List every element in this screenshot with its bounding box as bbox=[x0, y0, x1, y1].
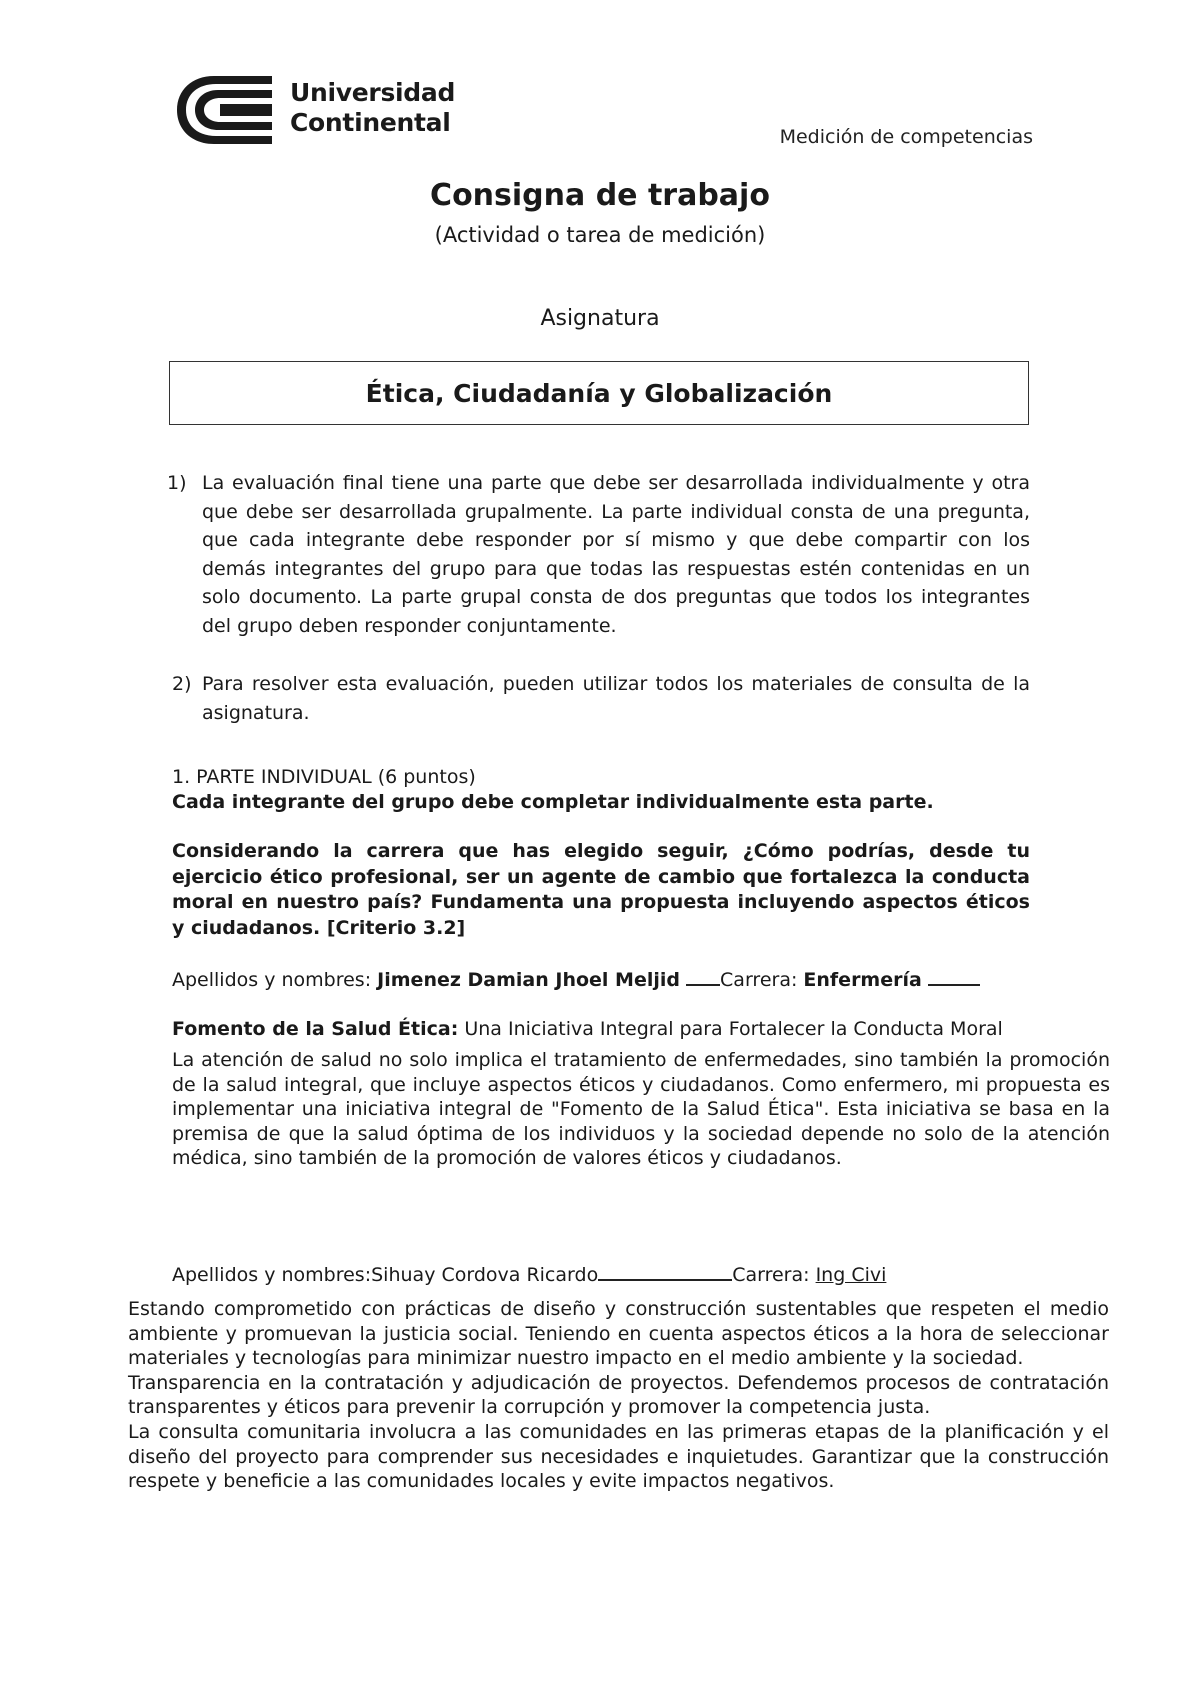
logo-line-2: Continental bbox=[290, 108, 451, 137]
career-value: Enfermería bbox=[803, 969, 922, 991]
logo-line-1: Universidad bbox=[290, 78, 456, 107]
logo-mark-icon bbox=[172, 70, 282, 150]
asignatura-label: Asignatura bbox=[540, 306, 660, 331]
student2-answer bbox=[128, 1297, 1109, 1494]
answer-paragraph: Transparencia en la contratación y adjudicación de proyectos. Defendemos procesos de contratación transparentes y éticos para prevenir la corrupción y promover la competencia justa. bbox=[128, 1371, 1109, 1419]
instruction-item bbox=[172, 670, 1030, 727]
part1-heading: 1. PARTE INDIVIDUAL (6 puntos) bbox=[172, 766, 476, 788]
student2-info-line bbox=[172, 1261, 1030, 1288]
instruction-number: 1) bbox=[167, 472, 187, 494]
header-caption: Medición de competencias bbox=[779, 126, 1033, 148]
instruction-text: La evaluación final tiene una parte que debe ser desarrollada individualmente y otra que debe ser desarrollada grupalmente. La parte individual consta de una pregunta, que cada integrante debe responder por sí mismo y que debe compartir con los demás integrantes del grupo para que todas las respuestas estén contenidas en un solo documento. La parte grupal consta de dos preguntas que todos los integrantes del grupo deben responder conjuntamente. bbox=[202, 472, 1030, 637]
university-logo bbox=[172, 70, 456, 150]
proposal-subtitle: Una Iniciativa Integral para Fortalecer la Conducta Moral bbox=[464, 1018, 1003, 1040]
blank-line bbox=[598, 1261, 732, 1281]
student1-info-line bbox=[172, 966, 1030, 993]
part1-question: Considerando la carrera que has elegido seguir, ¿Cómo podrías, desde tu ejercicio ético profesional, ser un agente de cambio que fortalezca la conducta moral en nuestro país? Fundamenta una propuesta incluyendo aspectos éticos y ciudadanos. [Criterio 3.2] bbox=[172, 840, 1030, 939]
logo-text bbox=[290, 78, 455, 138]
blank-line bbox=[928, 966, 980, 986]
names-label: Apellidos y nombres: bbox=[172, 969, 372, 991]
page-subtitle: (Actividad o tarea de medición) bbox=[434, 223, 766, 247]
part1-subheading: Cada integrante del grupo debe completar individualmente esta parte. bbox=[172, 791, 934, 813]
instruction-number: 2) bbox=[172, 673, 192, 695]
career-label: Carrera: bbox=[732, 1264, 810, 1286]
career-label: Carrera: bbox=[720, 969, 798, 991]
answer-paragraph: La consulta comunitaria involucra a las comunidades en las primeras etapas de la planificación y el diseño del proyecto para comprender sus necesidades e inquietudes. Garantizar que la construcción respete y beneficie a las comunidades locales y evite impactos negativos. bbox=[128, 1420, 1109, 1493]
course-name: Ética, Ciudadanía y Globalización bbox=[365, 378, 833, 408]
page-title: Consigna de trabajo bbox=[430, 178, 770, 213]
blank-line bbox=[686, 966, 720, 986]
student-name: Sihuay Cordova Ricardo bbox=[371, 1264, 599, 1286]
answer-paragraph: Estando comprometido con prácticas de diseño y construcción sustentables que respeten el medio ambiente y promuevan la justicia social. Teniendo en cuenta aspectos éticos a la hora de seleccionar materiales y tecnologías para minimizar nuestro impacto en el medio ambiente y la sociedad. bbox=[128, 1298, 1109, 1370]
student-name: Jimenez Damian Jhoel Meljid bbox=[377, 969, 680, 991]
names-label: Apellidos y nombres: bbox=[172, 1264, 372, 1286]
instruction-item bbox=[167, 469, 1030, 640]
career-value: Ing Civi bbox=[815, 1264, 887, 1286]
course-name-box bbox=[169, 361, 1029, 425]
student1-answer: La atención de salud no solo implica el tratamiento de enfermedades, sino también la promoción de la salud integral, que incluye aspectos éticos y ciudadanos. Como enfermero, mi propuesta es implementar una iniciativa integral de "Fomento de la Salud Ética". Esta iniciativa se basa en la premisa de que la salud óptima de los individuos y la sociedad depende no solo de la atención médica, sino también de la promoción de valores éticos y ciudadanos. bbox=[172, 1049, 1110, 1169]
proposal-title-line bbox=[172, 1016, 1030, 1042]
proposal-title: Fomento de la Salud Ética: bbox=[172, 1018, 459, 1040]
instruction-text: Para resolver esta evaluación, pueden utilizar todos los materiales de consulta de la asignatura. bbox=[202, 673, 1030, 724]
